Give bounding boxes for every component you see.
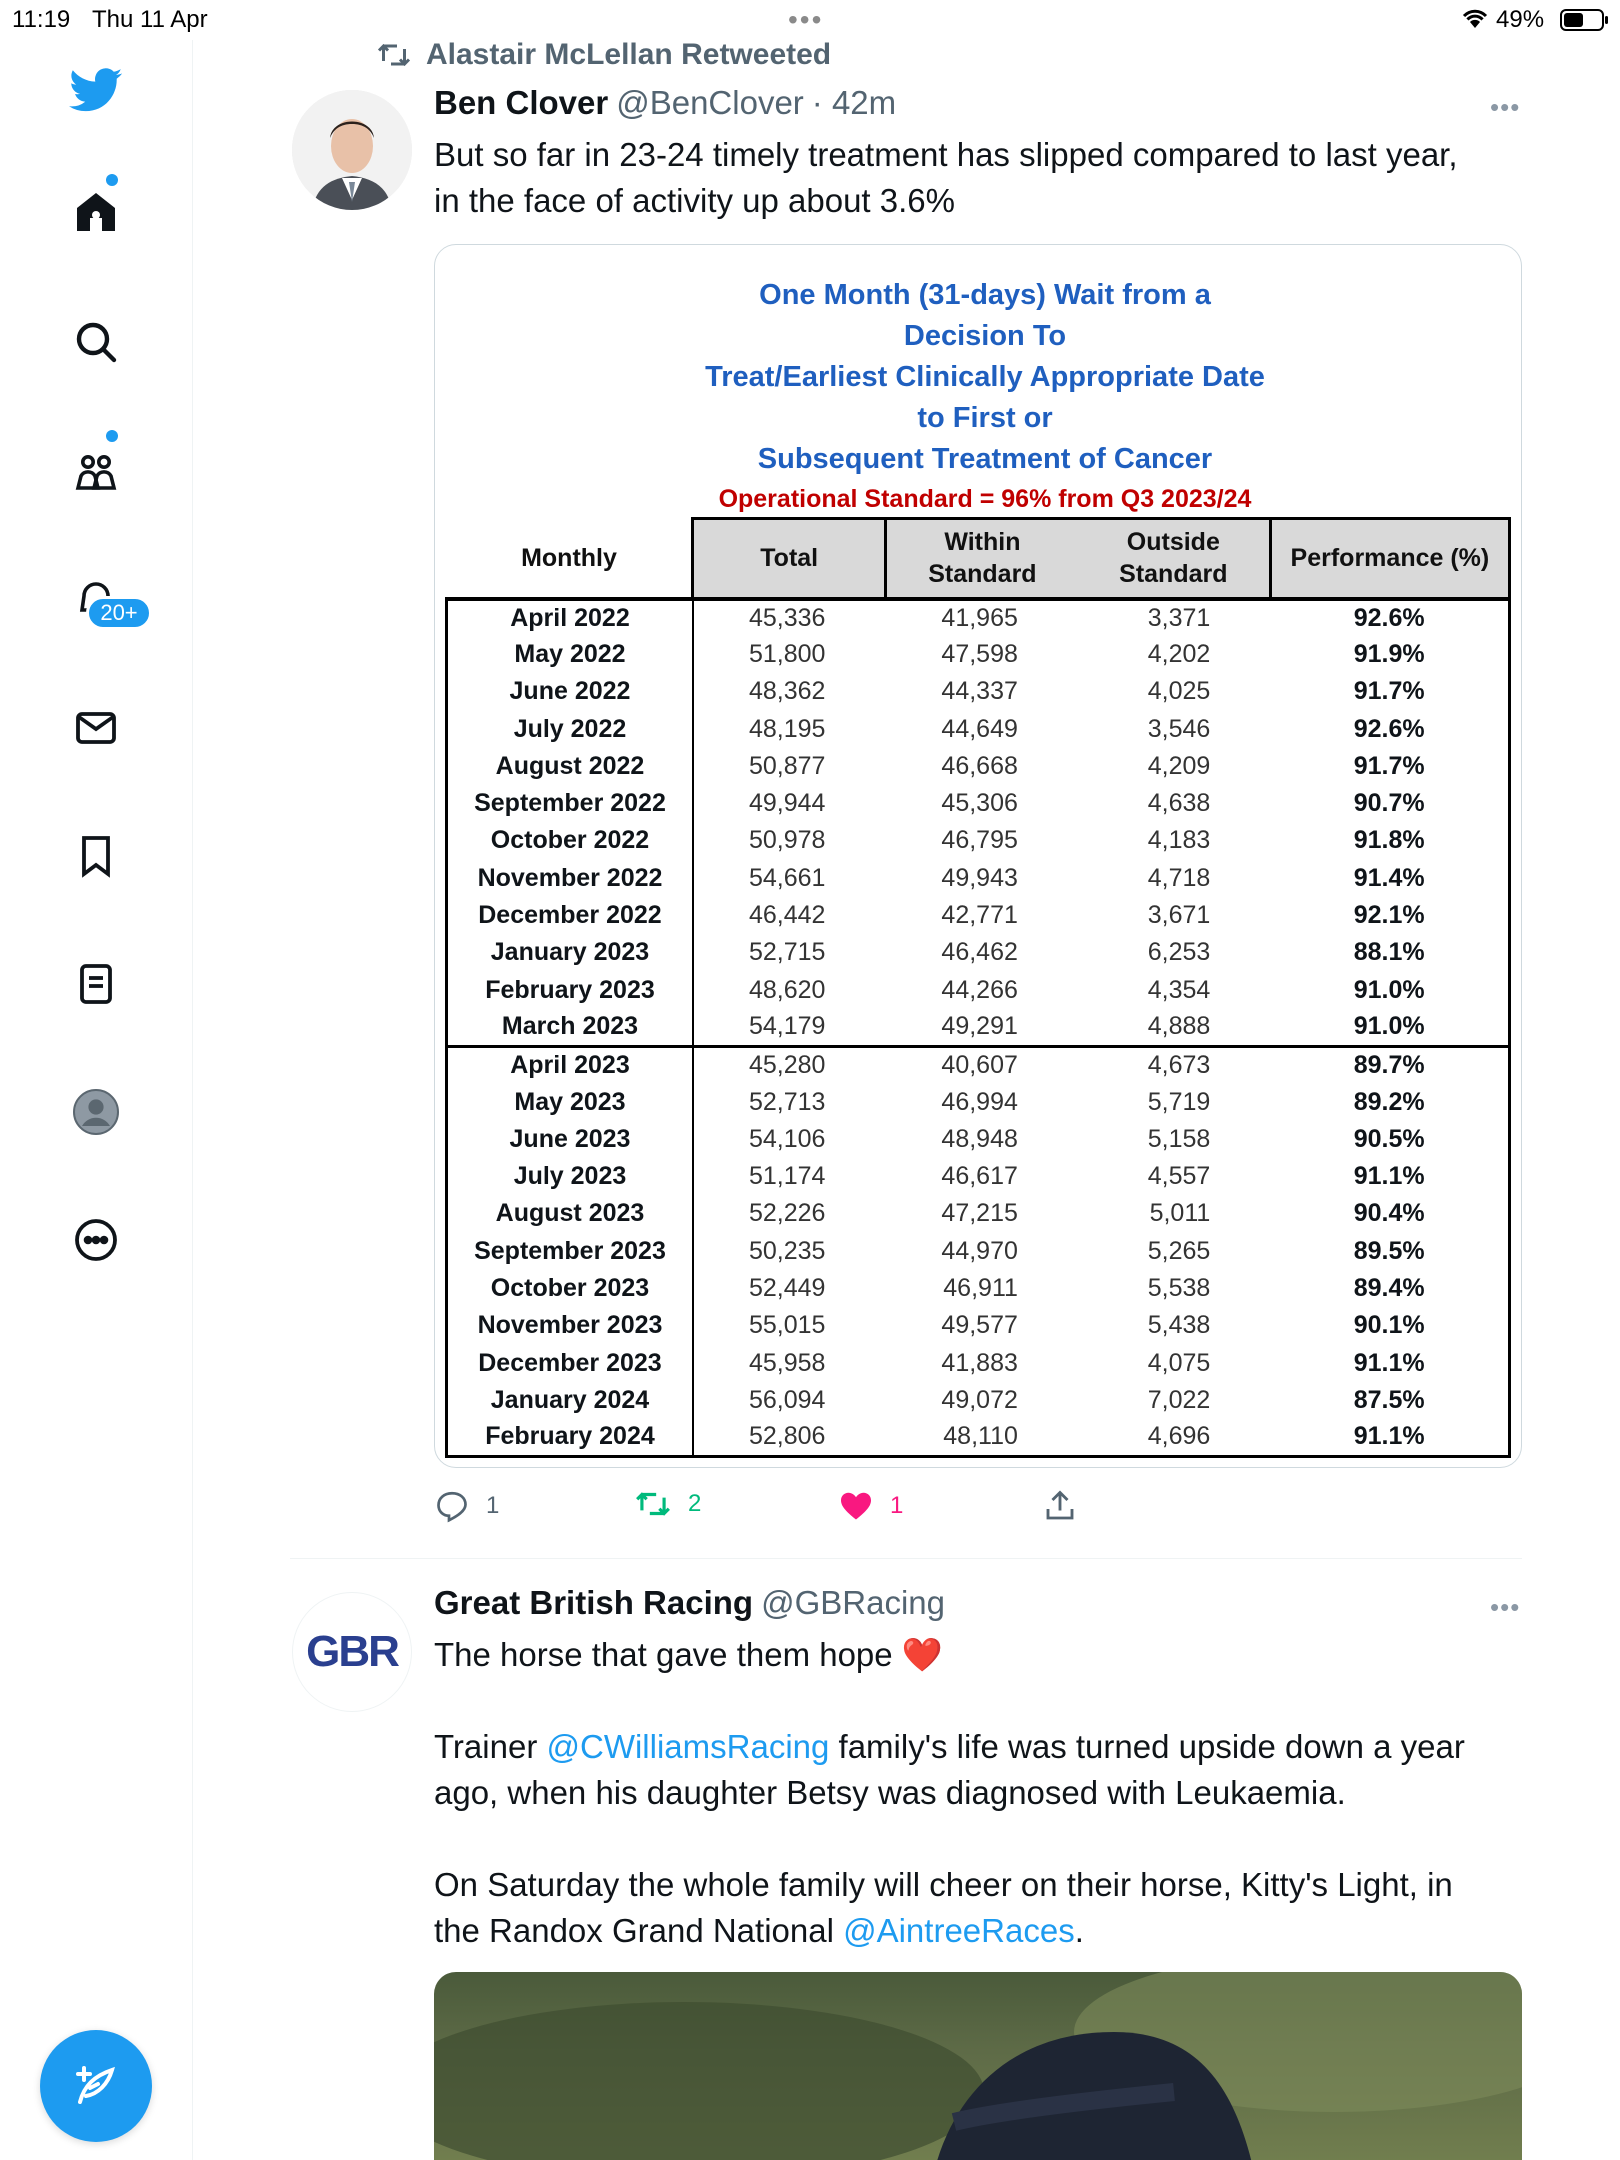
cell-total: 50,235 [748, 1236, 826, 1265]
cell-performance: 90.5% [1270, 1121, 1509, 1158]
tweet1-more-icon[interactable]: ••• [1490, 92, 1521, 122]
gbracing-avatar[interactable] [292, 1592, 412, 1712]
cell-performance: 88.1% [1270, 934, 1509, 971]
compose-tweet-button[interactable] [40, 2030, 152, 2142]
cell-total: 45,336 [693, 599, 885, 636]
cell-total: 54,179 [748, 1012, 826, 1041]
cell-within: 41,883 [941, 1348, 1018, 1377]
tweet-divider [290, 1558, 1522, 1559]
cell-total: 48,195 [748, 714, 826, 743]
reply-icon [434, 1488, 470, 1524]
communities-unread-dot [106, 430, 118, 442]
cell-month: March 2023 [447, 1009, 693, 1046]
cell-performance: 92.6% [1270, 710, 1509, 747]
cell-total: 45,958 [748, 1348, 826, 1377]
cell-total: 52,715 [748, 938, 826, 967]
table-row [447, 1419, 1510, 1456]
tweet2-para3-line2: the Randox Grand National @AintreeRaces. [434, 1912, 1084, 1949]
cell-within: 40,607 [885, 1046, 1077, 1083]
tweet1-text-line2: in the face of activity up about 3.6% [434, 182, 955, 219]
table-row [447, 748, 1510, 785]
cell-performance: 91.1% [1270, 1419, 1509, 1456]
mention-cwilliamsracing[interactable]: @CWilliamsRacing [546, 1728, 830, 1765]
reply-count: 1 [486, 1492, 500, 1519]
search-icon[interactable] [66, 312, 126, 372]
operational-standard-note: Operational Standard = 96% from Q3 2023/24 [718, 485, 1252, 513]
cell-month: June 2022 [447, 673, 693, 710]
cell-total: 48,362 [748, 677, 826, 706]
table-row [447, 1009, 1510, 1046]
cell-within: 46,462 [941, 938, 1018, 967]
cell-performance: 89.4% [1270, 1270, 1509, 1307]
cell-outside: 4,209 [1147, 751, 1211, 780]
cell-month: June 2023 [447, 1121, 693, 1158]
table-body [447, 599, 1510, 1457]
col-header-total: Total [693, 519, 885, 599]
cell-performance: 87.5% [1270, 1382, 1509, 1419]
table-row [447, 599, 1510, 636]
cell-total: 46,442 [748, 901, 826, 930]
cell-outside: 4,638 [1147, 789, 1211, 818]
cell-total: 45,280 [693, 1046, 885, 1083]
cell-outside: 4,025 [1147, 677, 1211, 706]
cell-month: February 2024 [447, 1419, 693, 1456]
cell-within: 44,266 [941, 975, 1018, 1004]
cell-outside: 6,253 [1147, 938, 1211, 967]
jockey-photo [434, 1972, 1522, 2160]
cell-total: 50,978 [748, 826, 826, 855]
compose-quill-icon [72, 2062, 120, 2110]
table-row [447, 1046, 1510, 1083]
retweeted-by-label: Alastair McLellan Retweeted [426, 38, 832, 71]
home-icon[interactable] [66, 182, 126, 242]
cell-month: July 2023 [447, 1158, 693, 1195]
cell-total: 52,806 [693, 1419, 885, 1456]
cell-within: 46,617 [941, 1162, 1018, 1191]
cell-total: 54,106 [748, 1124, 826, 1153]
gbracing-avatar-logo: GBR [306, 1627, 398, 1676]
col-header-monthly: Monthly [447, 519, 693, 599]
cell-within: 49,943 [941, 863, 1018, 892]
ben-clover-avatar[interactable] [292, 90, 412, 210]
cell-performance: 91.1% [1270, 1344, 1509, 1381]
cell-within: 47,215 [941, 1199, 1018, 1228]
heart-emoji-icon: ❤️ [901, 1636, 943, 1673]
retweet-action-icon [634, 1488, 672, 1520]
cell-performance: 90.4% [1270, 1195, 1509, 1232]
cell-outside: 4,557 [1147, 1162, 1211, 1191]
cell-within: 44,649 [941, 714, 1018, 743]
cell-within: 41,965 [885, 599, 1077, 636]
cell-outside: 5,011 [1149, 1199, 1211, 1228]
col-header-performance: Performance (%) [1270, 519, 1509, 599]
tweet1-author-handle[interactable]: @BenClover [616, 84, 804, 121]
tweet1-text-line1: But so far in 23-24 timely treatment has slipped compared to last year, [434, 136, 1458, 173]
table-row [447, 971, 1510, 1008]
table-row [447, 1233, 1510, 1270]
table-row [447, 1083, 1510, 1120]
cell-month: January 2023 [447, 934, 693, 971]
cell-total: 51,174 [748, 1162, 826, 1191]
retweet-icon [376, 40, 412, 70]
home-unread-dot [106, 174, 118, 186]
status-time: 11:19 [12, 6, 71, 33]
cell-outside: 5,538 [1147, 1273, 1211, 1302]
cell-performance: 89.7% [1270, 1046, 1509, 1083]
cell-outside: 3,371 [1078, 599, 1270, 636]
table-row [447, 1344, 1510, 1381]
cancer-wait-table [445, 517, 1511, 1458]
cell-outside: 4,075 [1147, 1348, 1211, 1377]
share-icon [1042, 1488, 1078, 1524]
table-row [447, 897, 1510, 934]
cell-month: August 2022 [447, 748, 693, 785]
cell-total: 56,094 [748, 1385, 826, 1414]
cell-within: 46,795 [941, 826, 1018, 855]
tweet2-more-icon[interactable]: ••• [1490, 1592, 1521, 1622]
cell-month: August 2023 [447, 1195, 693, 1232]
cell-month: September 2022 [447, 785, 693, 822]
cell-outside: 5,719 [1147, 1087, 1211, 1116]
tweet2-para2-line2: ago, when his daughter Betsy was diagnosed with Leukaemia. [434, 1774, 1346, 1811]
cell-outside: 4,888 [1147, 1012, 1211, 1041]
cell-within: 46,911 [943, 1273, 1018, 1302]
tweet1-media-table[interactable] [434, 244, 1522, 1468]
tweet2-para2-line1: Trainer @CWilliamsRacing family's life was turned upside down a year [434, 1728, 1465, 1765]
cell-month: May 2023 [447, 1083, 693, 1120]
table-row [447, 673, 1510, 710]
cell-outside: 4,202 [1147, 639, 1211, 668]
cell-performance: 89.2% [1270, 1083, 1509, 1120]
tweet2-author-handle[interactable]: @GBRacing [761, 1584, 945, 1621]
col-header-within: Within Standard [885, 519, 1077, 599]
cell-month: September 2023 [447, 1233, 693, 1270]
tweet2-text [434, 1632, 1524, 1954]
cell-month: January 2024 [447, 1382, 693, 1419]
heart-filled-icon [838, 1488, 874, 1524]
bookmark-icon[interactable] [66, 826, 126, 886]
table-row [447, 1195, 1510, 1232]
cell-performance: 91.4% [1270, 860, 1509, 897]
table-row [447, 1270, 1510, 1307]
cell-performance: 91.7% [1270, 748, 1509, 785]
cell-performance: 91.1% [1270, 1158, 1509, 1195]
status-bar [0, 0, 1620, 40]
cell-month: December 2023 [447, 1344, 693, 1381]
cell-outside: 4,673 [1078, 1046, 1270, 1083]
cell-outside: 3,671 [1147, 901, 1211, 930]
retweet-count: 2 [688, 1490, 702, 1517]
tweet2-media-image[interactable] [434, 1972, 1522, 2160]
table-row [447, 1121, 1510, 1158]
table-row [447, 860, 1510, 897]
cell-performance: 91.7% [1270, 673, 1509, 710]
cell-total: 51,800 [748, 639, 826, 668]
cell-month: November 2023 [447, 1307, 693, 1344]
cell-performance: 91.0% [1270, 1009, 1509, 1046]
cell-performance: 89.5% [1270, 1233, 1509, 1270]
table-row [447, 1158, 1510, 1195]
cell-month: December 2022 [447, 897, 693, 934]
cell-within: 49,577 [941, 1311, 1018, 1340]
tweet2-line1: The horse that gave them hope ❤️ [434, 1636, 943, 1673]
more-options-icon[interactable] [66, 1210, 126, 1270]
messages-icon[interactable] [66, 698, 126, 758]
cell-performance: 90.7% [1270, 785, 1509, 822]
multitasking-dots-icon[interactable]: ••• [788, 4, 824, 35]
cell-outside: 4,354 [1147, 975, 1211, 1004]
cell-total: 52,449 [748, 1273, 826, 1302]
cell-within: 45,306 [941, 789, 1018, 818]
table-row [447, 785, 1510, 822]
cell-within: 44,970 [941, 1236, 1018, 1265]
table-row [447, 822, 1510, 859]
cell-month: July 2022 [447, 710, 693, 747]
table-row [447, 1382, 1510, 1419]
cell-performance: 91.9% [1270, 636, 1509, 673]
cell-outside: 5,158 [1147, 1124, 1211, 1153]
reply-button[interactable] [434, 1488, 499, 1524]
table-row [447, 636, 1510, 673]
sidebar [0, 40, 193, 2160]
cell-outside: 7,022 [1147, 1385, 1211, 1414]
table-row [447, 934, 1510, 971]
table-row [447, 710, 1510, 747]
cell-total: 54,661 [748, 863, 826, 892]
table-title-line1: One Month (31-days) Wait from a Decision To [759, 279, 1211, 352]
wifi-icon [1460, 6, 1490, 30]
communities-icon[interactable] [66, 442, 126, 502]
cell-outside: 4,696 [1078, 1419, 1270, 1456]
tweet1-actions [434, 1488, 1114, 1528]
twitter-logo-icon[interactable] [66, 60, 126, 120]
tweet1-header [434, 84, 896, 122]
share-button[interactable] [1042, 1488, 1078, 1524]
table-title [695, 275, 1275, 480]
table-title-line3: Subsequent Treatment of Cancer [757, 443, 1213, 475]
cell-total: 50,877 [748, 751, 826, 780]
mention-aintreeraces[interactable]: @AintreeRaces [843, 1912, 1075, 1949]
cell-performance: 91.8% [1270, 822, 1509, 859]
status-date: Thu 11 Apr [92, 6, 208, 33]
notifications-badge: 20+ [86, 596, 152, 630]
profile-avatar-icon[interactable] [66, 1082, 126, 1142]
cell-total: 52,713 [748, 1087, 826, 1116]
table-row [447, 1307, 1510, 1344]
cell-month: October 2022 [447, 822, 693, 859]
cell-month: April 2023 [447, 1046, 693, 1083]
cell-within: 46,668 [941, 751, 1018, 780]
cell-month: November 2022 [447, 860, 693, 897]
cell-within: 42,771 [941, 901, 1018, 930]
table-title-line2: Treat/Earliest Clinically Appropriate Date to First or [705, 361, 1265, 434]
cell-total: 48,620 [748, 975, 826, 1004]
cell-month: April 2022 [447, 599, 693, 636]
tweet1-text [434, 132, 1524, 224]
cell-within: 49,291 [941, 1012, 1018, 1041]
cell-total: 55,015 [748, 1311, 826, 1340]
battery-percent: 49% [1496, 6, 1545, 33]
col-header-outside: Outside Standard [1078, 519, 1270, 599]
retweet-button[interactable] [634, 1488, 701, 1520]
cell-within: 47,598 [941, 639, 1018, 668]
tweet1-timestamp[interactable]: · 42m [811, 84, 897, 121]
lists-icon[interactable] [66, 954, 126, 1014]
cell-within: 48,948 [941, 1124, 1018, 1153]
cell-month: May 2022 [447, 636, 693, 673]
tweet1-author-name[interactable]: Ben Clover [434, 84, 609, 121]
tweet2-header [434, 1584, 945, 1622]
cell-outside: 4,183 [1147, 826, 1211, 855]
like-button[interactable] [838, 1488, 903, 1524]
tweet2-author-name[interactable]: Great British Racing [434, 1584, 754, 1621]
cell-outside: 5,265 [1147, 1236, 1211, 1265]
cell-performance: 92.6% [1270, 599, 1509, 636]
tweet2-para3-line1: On Saturday the whole family will cheer on their horse, Kitty's Light, in [434, 1866, 1453, 1903]
cell-month: February 2023 [447, 971, 693, 1008]
cell-outside: 4,718 [1147, 863, 1211, 892]
cell-within: 49,072 [941, 1385, 1018, 1414]
battery-icon [1560, 9, 1604, 31]
like-count: 1 [890, 1492, 904, 1519]
cell-month: October 2023 [447, 1270, 693, 1307]
cell-performance: 90.1% [1270, 1307, 1509, 1344]
cell-outside: 3,546 [1147, 714, 1211, 743]
cell-within: 46,994 [941, 1087, 1018, 1116]
cell-performance: 92.1% [1270, 897, 1509, 934]
cell-total: 52,226 [748, 1199, 826, 1228]
cell-outside: 5,438 [1147, 1311, 1211, 1340]
cell-performance: 91.0% [1270, 971, 1509, 1008]
retweeted-by-line[interactable] [376, 38, 831, 72]
cell-total: 49,944 [748, 789, 826, 818]
cell-within: 48,110 [885, 1419, 1077, 1456]
cell-within: 44,337 [941, 677, 1018, 706]
